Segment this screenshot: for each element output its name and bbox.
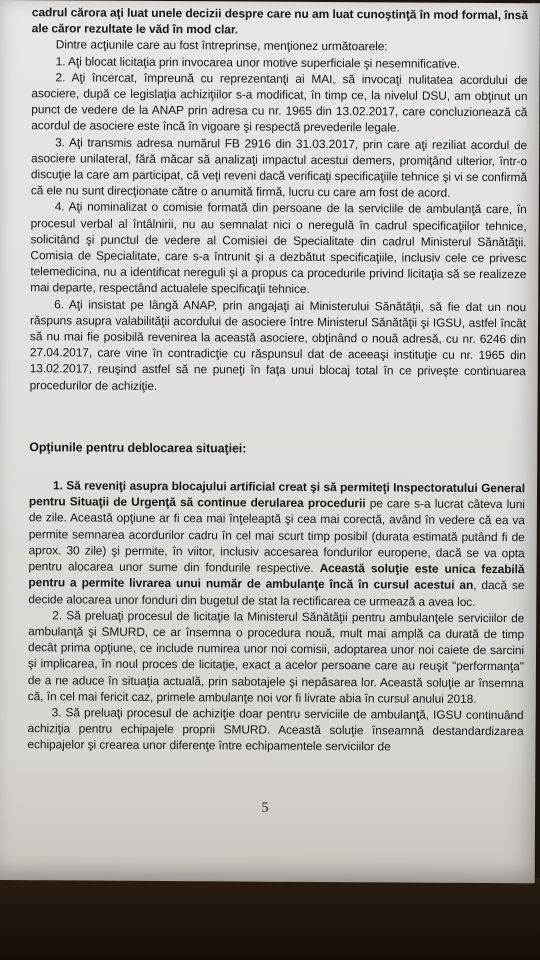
option-2-paragraph: 2. Să preluaţi procesul de licitaţie la Ministerul Sănătăţii pentru ambulanţele serviciilor de ambulanţă şi SMURD, ce ar însemna o procedura nouă, mult mai amplă ca durată de timp decât prima opţiune, ce include numirea unor noi comisii, adoptarea unor noi caiete de sarcini şi implicarea, în noul proces de licitaţie, exact a acelor persoane care au reuşit "performanţa" de a ne aduce în situaţia actuală, prin sabotajele şi nepăsarea lor. Această soluţie ar însemna că, în cel mai fericit caz, primele ambulanţe noi vor fi livrate abia în cursul anului 2018.: [27, 608, 525, 706]
section-spacer: [29, 393, 525, 442]
option-3-paragraph: 3. Să preluaţi procesul de achiziţie doar pentru serviciile de ambulanţă, IGSU continuând achiziţia pentru echipajele proprii SMURD. Această soluţie înseamnă destandardizarea echipajelor şi crearea unor diferenţe între echipamentele serviciilor de: [27, 705, 524, 754]
option-1-bold-start: 1. Să reveniţi asupra blocajului artificial creat şi să permiteţi Inspectoratului General pentru Situaţii de Urgenţă să continue derularea procedurii: [28, 478, 526, 511]
action-item-6: 6. Aţi insistat pe lângă ANAP, prin angajaţi ai Ministerului Sănătăţii, să fie dat un nou răspuns asupra valabilităţii acordului de asociere între Ministerul Sănătăţii şi IGSU, astfel încât să nu mai fie posibilă revenirea la această asociere, obţinând o nouă adresă, cu nr. 6246 din 27.04.2017, care vine în contradicţie cu răspunsul dat de aceeaşi instituţie cu nr. 1965 din 13.02.2017, reuşind astfel să ne puneţi în faţa unui blocaj total în ce priveşte continuarea procedurilor de achiziţie.: [29, 296, 527, 393]
action-item-1: 1. Aţi blocat licitaţia prin invocarea unor motive superficiale şi nesemnificative.: [55, 53, 460, 71]
option-1-text-end: , dacă se decide alocarea unor fonduri din bugetul de stat la rectificarea ce urmează a avea loc.: [28, 578, 525, 609]
action-item-3: 3. Aţi transmis adresa numărul FB 2916 din 31.03.2017, prin care aţi reziliat acordul de asociere unilateral, fără măcar să analizaţi impactul acestui demers, promiţând ulterior, într-o discuţie la care am participat, că veţi reveni dacă verificaţi specificaţiile tehnice şi vi se confirmă că ele nu sunt direcţionate către o anumită firmă, lucru cu care am fost de acord.: [30, 134, 528, 200]
intro-paragraph: cadrul cărora aţi luat unele decizii despre care nu am luat cunoştinţă în mod formal, însă ale căror rezultate le văd în mod clar.: [31, 5, 528, 37]
action-item-4: 4. Aţi nominalizat o comisie formată din persoane de la serviciile de ambulanţă care, în procesul verbal al întâlnirii, nu au semnalat nici o neregulă în cadrul specificaţiilor tehnice, solicitând şi punctul de vedere al Comisiei de Specialitate din cadrul Ministerul Sănătăţii. Comisia de Specialitate, care s-a întrunit şi a dezbătut specificaţiile, inclusiv cele ce privesc telemedicina, nu a identificat nereguli şi a propus ca procedurile privind licitaţia să se realizeze mai departe, respectând actualele specificaţii tehnice.: [30, 199, 527, 297]
page-number: 5: [261, 800, 269, 816]
actions-intro: Dintre acţiunile care au fost întreprinse, menţionez următoarele:: [55, 37, 388, 54]
options-heading: Opţiunile pentru deblocarea situaţiei:: [29, 440, 247, 456]
document-body: [27, 4, 528, 756]
option-1-text: pe care s-a lucrat câteva luni de zile. Această opţiune ar fi cea mai înţeleaptă şi cea mai corectă, având în vedere că ea va permite semnarea acordurilor cadru în cel mai scurt timp posibil (durata estimată putând fi de aprox. 30 zile) şi permite, în viitor, inclusiv accesarea fondurilor europene, dacă se va opta pentru alocarea unor sume din fondurile respective.: [28, 496, 525, 576]
floor-background: [0, 878, 540, 960]
option-1-bold-end: Această soluţie este unica fezabilă pentru a permite livrarea unui număr de ambulanţe încă în cursul acestui an: [28, 561, 525, 593]
option-1-paragraph: [28, 477, 525, 610]
action-item-2: 2. Aţi încercat, împreună cu reprezentanţi ai MAI, să invocaţi nulitatea acordului de asociere, după ce legislaţia achiziţiilor s-a modificat, în timp ce, la nivelul DSU, am obţinut un punct de vedere de la ANAP prin adresa cu nr. 1965 din 13.02.2017, care concluzionează că acordul de asociere este încă în vigoare şi respectă prevederile legale.: [31, 70, 528, 135]
